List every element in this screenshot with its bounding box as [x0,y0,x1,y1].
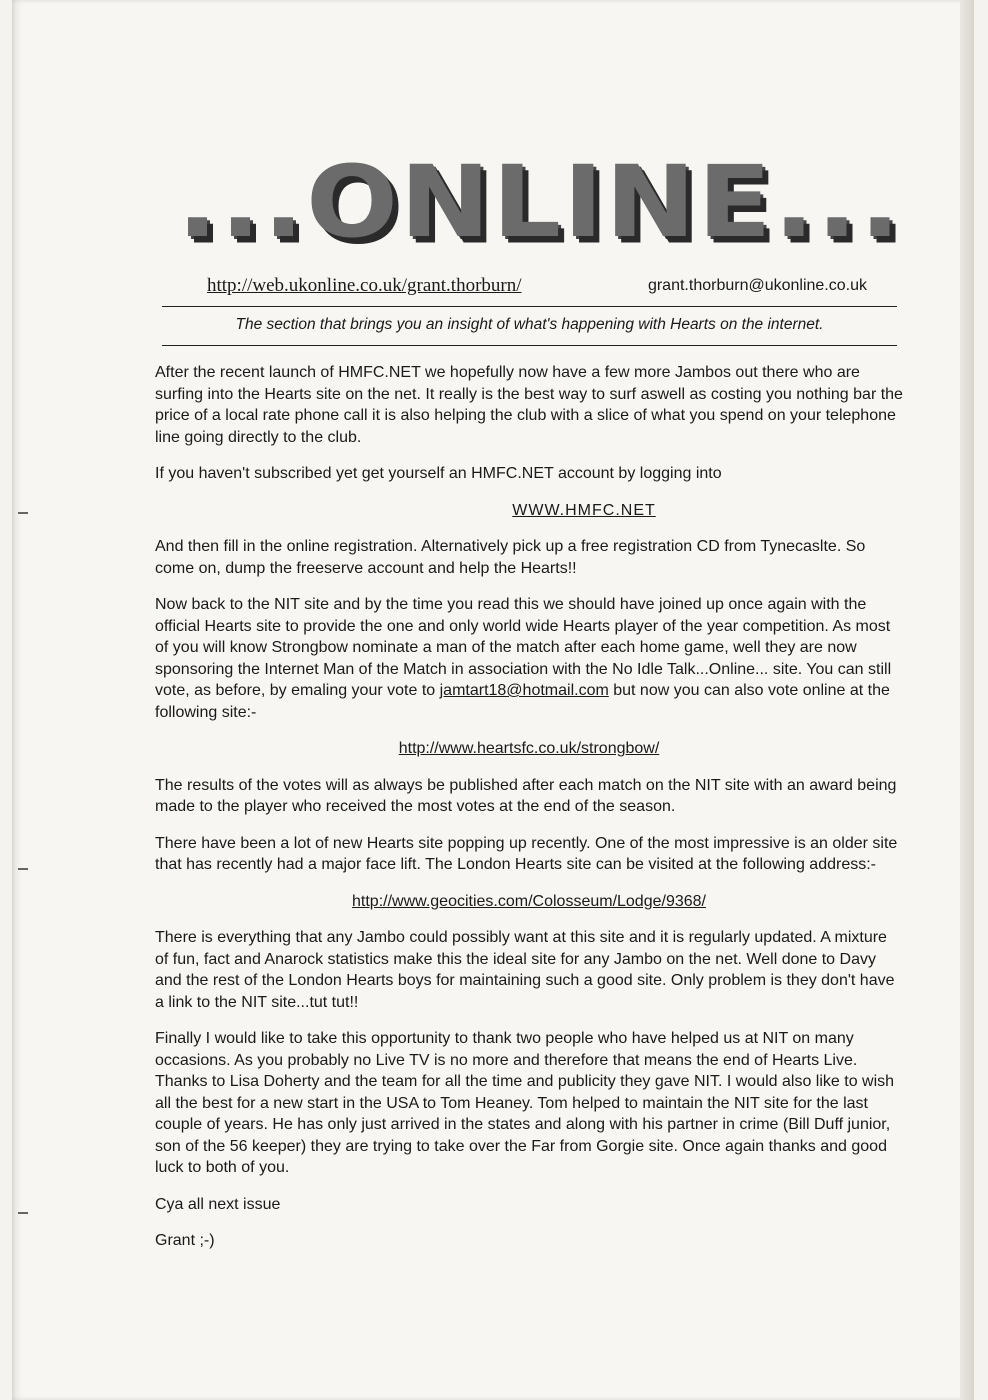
paragraph: The results of the votes will as always be published after each match on the NIT site with an award being made to the player who received the most votes at the end of the season. [155,776,897,815]
tagline: The section that brings you an insight of what's happening with Hearts on the internet. [235,316,824,333]
top-rule [162,306,897,307]
contact-email: grant.thorburn@ukonline.co.uk [647,277,867,294]
site-url-link[interactable]: http://web.ukonline.co.uk/grant.thorburn/ [207,275,522,296]
hmfc-link[interactable]: WWW.HMFC.NET [512,501,656,519]
signoff: Cya all next issue [155,1195,281,1213]
paragraph: There have been a lot of new Hearts site popping up recently. One of the most impressive is an older site that has recently had a major face lift. The London Hearts site can be visited at the following address:- [155,834,898,873]
online-logo [177,145,903,260]
binding-mark [18,512,28,514]
binding-mark [18,1212,28,1214]
logo-text: ...ONLINE... [177,145,903,260]
signature: Grant ;-) [155,1232,215,1249]
page [12,0,974,1400]
bottom-rule [162,345,897,346]
geocities-link[interactable]: http://www.geocities.com/Colosseum/Lodge/9368/ [352,892,706,910]
binding-mark [18,868,28,870]
page-edge [960,0,974,1400]
paragraph: If you haven't subscribed yet get yourself an HMFC.NET account by logging into [155,465,722,482]
paragraph-text: Now back to the NIT site and by the time you read this we should have joined up once again with the official Hearts site to provide the one and only world wide Hearts player of the year competition. As most of you will know Strongbow nominate a man of the match after each home game, well they are now sponsoring the Internet Man of the Match in association with the No Idle Talk...Online... site. You can still vote, as before, by emaling your vote to [155,596,892,699]
paragraph: Finally I would like to take this opportunity to thank two people who have helped us at NIT on many occasions. As you probably no Live TV is no more and therefore that means the end of Hearts Live. Thanks to Lisa Doherty and the team for all the time and publicity they gave NIT. I would also like to wish all the best for a new start in the USA to Tom Heaney. Tom helped to maintain the NIT site for the last couple of years. He has only just arrived in the states and along with his partner in crime (Bill Duff junior, son of the 56 keeper) they are trying to take over the Far from Gorgie site. Once again thanks and good luck to both of you. [155,1030,895,1176]
strongbow-link[interactable]: http://www.heartsfc.co.uk/strongbow/ [398,740,660,757]
paragraph: And then fill in the online registration. Alternatively pick up a free registration CD from Tynecaslte. So come on, dump the freeserve account and help the Hearts!! [155,538,866,577]
article-body [155,362,903,1267]
paragraph [155,594,903,723]
paragraph: There is everything that any Jambo could possibly want at this site and it is regularly updated. A mixture of fun, fact and Anarock statistics make this the ideal site for any Jambo on the net. Well done to Davy and the rest of the London Hearts boys for maintaining such a good site. Only problem is they don't have a link to the NIT site...tut tut!! [155,929,895,1011]
header-row [207,275,867,301]
vote-email-link[interactable]: jamtart18@hotmail.com [439,682,609,699]
paragraph-text: but now you can also vote online at the following site:- [155,682,890,721]
paragraph: After the recent launch of HMFC.NET we hopefully now have a few more Jambos out there who are surfing into the Hearts site on the net. It really is the best way to surf aswell as costing you nothing bar the price of a local rate phone call it is also helping the club with a slice of what you spend on your telephone line going directly to the club. [155,364,903,446]
